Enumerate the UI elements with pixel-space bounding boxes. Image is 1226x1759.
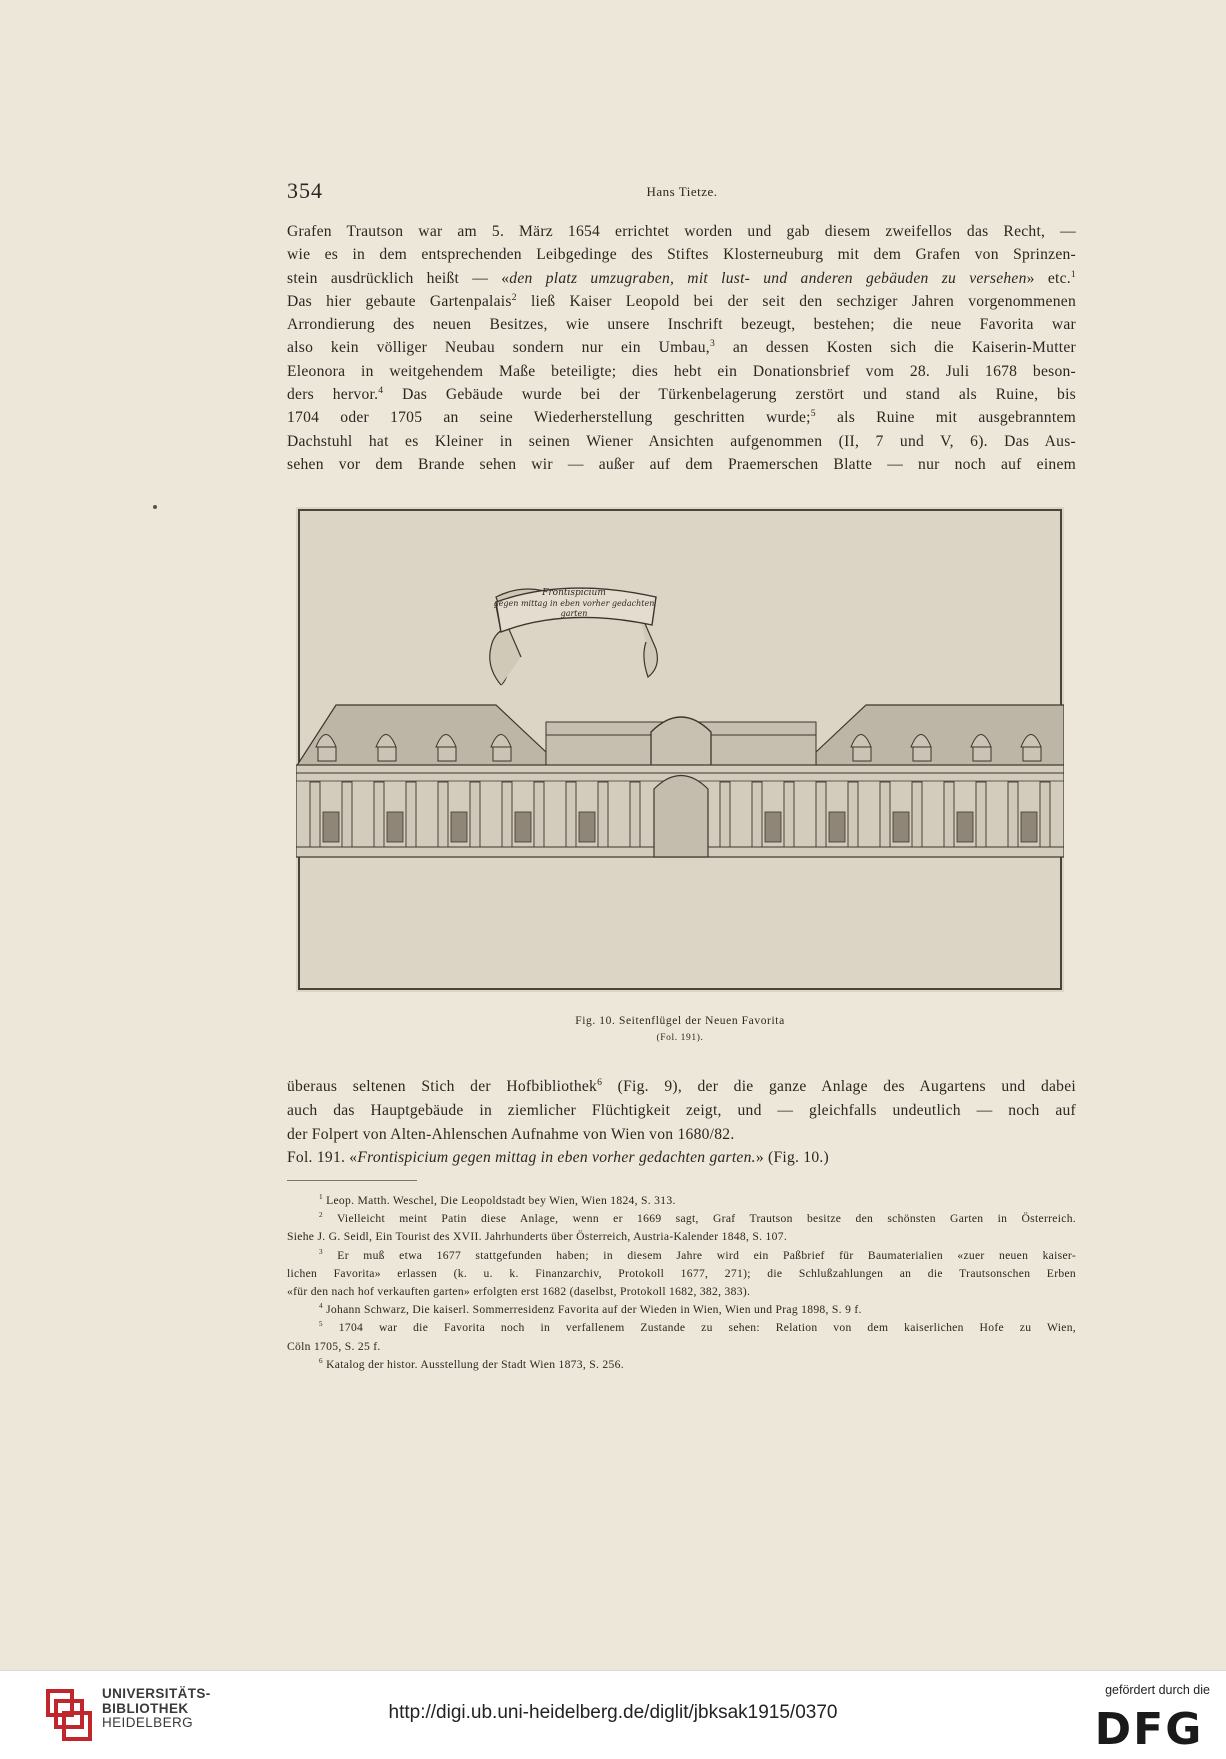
footnote-ref: 5 (810, 408, 816, 420)
library-line-1: UNIVERSITÄTS- (102, 1686, 211, 1701)
text-line (287, 290, 1076, 313)
figure-caption (296, 1013, 1064, 1047)
footnote-number: 2 (319, 1211, 323, 1220)
footnote-5 (287, 1319, 1076, 1337)
text-run: ließ Kaiser Leopold bei der seit den sechziger Jahren vorgenommenen (516, 292, 1076, 310)
text-line: Grafen Trautson war am 5. März 1654 errichtet worden und gab diesem zweifellos das Recht, — (287, 223, 1076, 240)
library-line-3: HEIDELBERG (102, 1715, 194, 1730)
library-line-2: BIBLIOTHEK (102, 1700, 189, 1716)
text-line (287, 383, 1076, 406)
figure-engraving (296, 507, 1064, 992)
footnote-text: Er muß etwa 1677 stattgefunden haben; in diesem Jahre wird ein Paßbrief für Baumaterialien «zuer neuen kaiser- (322, 1248, 1076, 1262)
banner-line-2: gegen mittag in eben vorher gedachten (493, 599, 655, 608)
footnote-number: 6 (319, 1356, 323, 1365)
text-run: überaus seltenen Stich der Hofbibliothek (287, 1078, 598, 1095)
footnote-number: 5 (319, 1320, 323, 1329)
text-run: (Fig. 9), der die ganze Anlage des Augartens und dabei (602, 1078, 1076, 1095)
footnote-ref: 1 (1070, 268, 1076, 280)
text-line: auch das Hauptgebäude in ziemlicher Flüchtigkeit zeigt, und — gleichfalls undeutlich — noch auf (287, 1101, 1076, 1119)
footnote-6 (287, 1356, 1076, 1374)
banner-line-1: Frontispicium (542, 588, 606, 598)
footnote-text: Johann Schwarz, Die kaiserl. Sommerresidenz Favorita auf der Wieden in Wien, Wien und Prag 1898, S. 9 f. (322, 1303, 862, 1317)
text-run: stein ausdrücklich heißt — « (287, 269, 510, 287)
page-number: 354 (287, 178, 323, 203)
text-line (287, 1146, 1076, 1170)
footnote-text: Vielleicht meint Patin diese Anlage, wenn er 1669 sagt, Graf Trautson besitze den schönsten Garten in Österreich. (322, 1212, 1076, 1226)
footnote-number: 4 (319, 1302, 323, 1311)
text-line: Eleonora in weitgehendem Maße beteiligte; dies hebt ein Donationsbrief vom 28. Juli 1678 beson- (287, 362, 1076, 380)
text-line: sehen vor dem Brande sehen wir — außer auf dem Praemerschen Blatte — nur noch auf einem (287, 455, 1076, 473)
text-line: Arrondierung des neuen Besitzes, wie unsere Inschrift bezeugt, bestehen; die neue Favorita war (287, 316, 1076, 334)
text-line: der Folpert von Alten-Ahlenschen Aufnahme von Wien von 1680/82. (287, 1125, 735, 1143)
text-run: an dessen Kosten sich die Kaiserin-Mutter (715, 339, 1077, 357)
dfg-logo-icon[interactable] (1090, 1704, 1208, 1748)
permalink-url[interactable]: http://digi.ub.uni-heidelberg.de/diglit/jbksak1915/0370 (388, 1702, 838, 1723)
footnote-continuation: «für den nach hof verkauften garten» erfolgten erst 1682 (daselbst, Protokoll 1682, 382, 383). (287, 1285, 751, 1299)
footnote-continuation: Cöln 1705, S. 25 f. (287, 1339, 381, 1353)
running-title: Hans Tietze. (646, 184, 718, 199)
footnotes (287, 1192, 1076, 1374)
footnote-ref: 4 (378, 384, 384, 396)
footnote-2 (287, 1210, 1076, 1228)
text-run: 1704 oder 1705 an seine Wiederherstellung geschritten wurde; (287, 409, 811, 427)
funding-label: gefördert durch die (1105, 1683, 1210, 1697)
footnote-rule (287, 1180, 417, 1181)
text-line (287, 336, 1076, 359)
text-run: » (Fig. 10.) (755, 1149, 829, 1167)
margin-dot (153, 505, 157, 509)
footnote-text: Leop. Matth. Weschel, Die Leopoldstadt bey Wien, Wien 1824, S. 313. (322, 1194, 676, 1207)
text-run: Fol. 191. « (287, 1149, 358, 1167)
text-line: Dachstuhl hat es Kleiner in seinen Wiener Ansichten aufgenommen (II, 7 und V, 6). Das Aus- (287, 432, 1076, 450)
body-paragraph (287, 220, 1076, 476)
banner-line-3: garten (560, 609, 588, 618)
text-run: also kein völliger Neubau sondern nur ein Umbau, (287, 339, 710, 357)
footnote-text: Katalog der histor. Ausstellung der Stadt Wien 1873, S. 256. (322, 1357, 624, 1371)
footnote-continuation: Siehe J. G. Seidl, Ein Tourist des XVII. Jahrhunderts über Österreich, Austria-Kalender 1848, S. 107. (287, 1230, 788, 1244)
text-line (287, 406, 1076, 429)
footnote-number: 3 (319, 1247, 323, 1256)
caption-subtext: (Fol. 191). (656, 1033, 704, 1043)
footnote-4 (287, 1301, 1076, 1319)
text-run: ders hervor. (287, 386, 379, 404)
footnote-ref: 2 (511, 291, 517, 303)
running-header (287, 178, 1077, 202)
text-line: wie es in dem entsprechenden Leibgedinge des Stiftes Klosterneuburg mit dem Grafen von Sprinzen- (287, 246, 1076, 264)
dfg-logo-text: DFG (1094, 1704, 1204, 1748)
text-run: » etc. (1026, 269, 1071, 287)
text-run: Das hier gebaute Gartenpalais (287, 292, 512, 310)
footnote-number: 1 (319, 1193, 323, 1202)
text-run: Das Gebäude wurde bei der Türkenbelagerung zerstört und stand als Ruine, bis (383, 386, 1076, 404)
footnote-continuation: lichen Favorita» erlassen (k. u. k. Finanzarchiv, Protokoll 1677, 271); die Schlußzahlungen an die Trautsonschen Erben (287, 1266, 1076, 1280)
palace-drawing (296, 507, 1064, 992)
italic-quote: Frontispicium gegen mittag in eben vorher gedachten garten. (357, 1149, 756, 1167)
body-paragraph-continued (287, 1075, 1076, 1170)
caption-text: Fig. 10. Seitenflügel der Neuen Favorita (575, 1015, 785, 1027)
text-line (287, 267, 1076, 290)
text-line (287, 1075, 1076, 1099)
footnote-1 (287, 1192, 1076, 1210)
footnote-ref: 6 (597, 1076, 603, 1088)
footnote-3 (287, 1247, 1076, 1265)
footnote-text: 1704 war die Favorita noch in verfallenem Zustande zu sehen: Relation von dem kaiserlichen Hofe zu Wien, (322, 1321, 1076, 1335)
footnote-ref: 3 (709, 338, 716, 350)
italic-quote: den platz umzugraben, mit lust- und anderen gebäuden zu versehen (509, 269, 1027, 287)
text-run: als Ruine mit ausgebranntem (815, 409, 1076, 427)
